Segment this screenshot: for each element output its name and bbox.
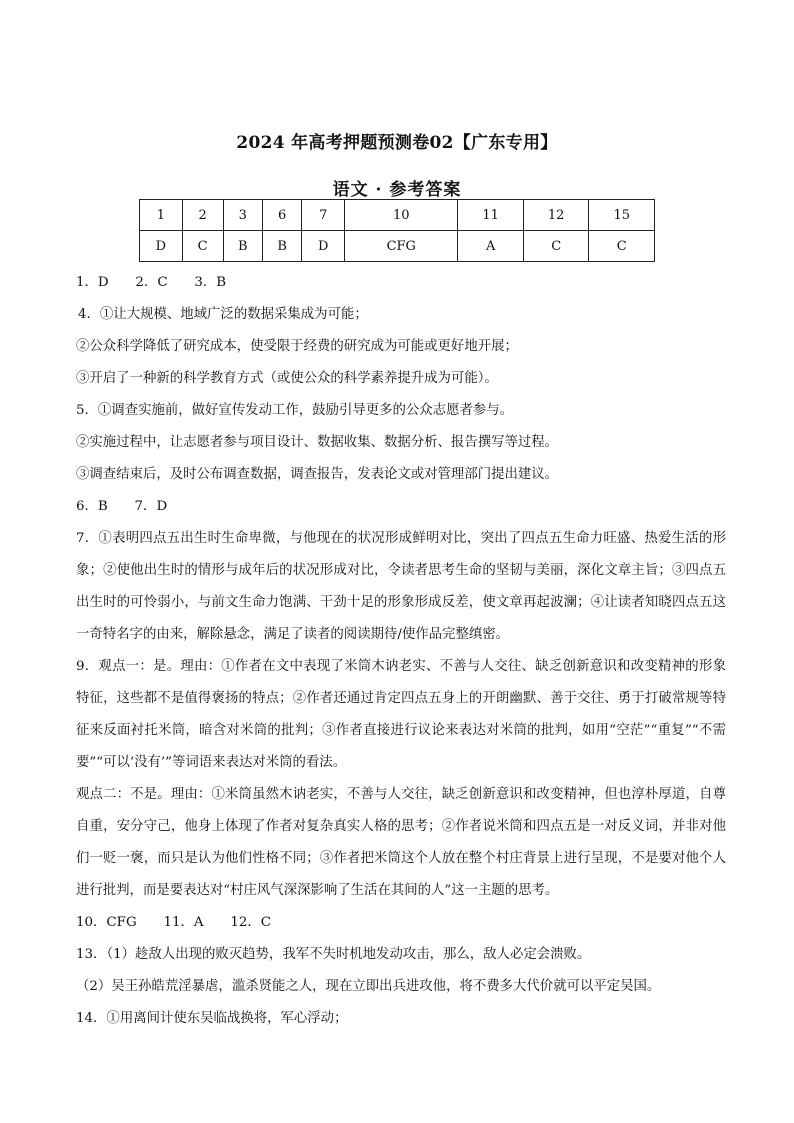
answer-cell: CFG: [345, 231, 458, 262]
answer-cell: B: [223, 231, 262, 262]
answer-cell: A: [458, 231, 524, 262]
question-number-cell: 10: [345, 200, 458, 231]
answer-table-answer-row: [140, 231, 655, 262]
answer-paragraph-9-view-2: 观点二：不是。理由：①米筒虽然木讷老实，不善与人交往，缺乏创新意识和改变精神，但也淳朴厚道，自尊自重，安分守己，他身上体现了作者对复杂真实人格的思考；②作者说米筒和四点五是一对反义词，并非对他们一贬一褒，而只是认为他们性格不同；③作者把米筒这个人放在整个村庄背景上进行呈现，不是要对他个人进行批判，而是要表达对“村庄风气深深影响了生活在其间的人”这一主题的思考。: [76, 787, 726, 898]
answer-line-10-12: 10．CFG 11．A 12．C: [76, 915, 272, 930]
answer-line-4-point-2: ②公众科学降低了研究成本，使受限于经费的研究成为可能或更好地开展；: [76, 339, 518, 354]
answer-cell: C: [589, 231, 655, 262]
answer-line-1-3: 1．D 2．C 3．B: [76, 275, 227, 290]
document-subtitle: 语文 · 参考答案: [332, 180, 462, 200]
question-number-cell: 15: [589, 200, 655, 231]
answer-paragraph-7: 7．①表明四点五出生时生命卑微，与他现在的状况形成鲜明对比，突出了四点五生命力旺盛、热爱生活的形象；②使他出生时的情形与成年后的状况形成对比，令读者思考生命的坚韧与美丽，深化文章主旨；③四点五出生时的可怜弱小，与前文生命力饱满、干劲十足的形象形成反差，使文章再起波澜；④让读者知晓四点五这一奇特名字的由来，解除悬念，满足了读者的阅读期待/使作品完整缜密。: [76, 531, 726, 642]
question-number-cell: 1: [140, 200, 183, 231]
question-number-cell: 2: [182, 200, 223, 231]
question-number-cell: 11: [458, 200, 524, 231]
question-number-cell: 6: [262, 200, 301, 231]
answer-line-14: 14．①用离间计使东吴临战换将，军心浮动；: [76, 1011, 348, 1026]
answer-paragraph-9-view-1: 9．观点一：是。理由：①作者在文中表现了米筒木讷老实、不善与人交往、缺乏创新意识和改变精神的形象特征，这些都不是值得褒扬的特点；②作者还通过肯定四点五身上的开朗幽默、善于交往、勇于打破常规等特征来反面衬托米筒，暗含对米筒的批判；③作者直接进行议论来表达对米筒的批判，如用“空茫”“重复”“不需要”“可以‘没有’”等词语来表达对米筒的看法。: [76, 659, 726, 770]
answer-line-4-point-3: ③开启了一种新的科学教育方式（或使公众的科学素养提升成为可能）。: [76, 371, 498, 386]
answer-line-4: 4．①让大规模、地域广泛的数据采集成为可能；: [78, 307, 368, 322]
answer-line-13-1: 13．（1）趁敌人出现的败灭趋势，我军不失时机地发动攻击，那么，敌人必定会溃败。: [76, 947, 591, 962]
question-number-cell: 7: [302, 200, 345, 231]
document-title: 2024 年高考押题预测卷02【广东专用】: [236, 133, 558, 153]
answer-body: [76, 267, 726, 1035]
answer-line-6-7: 6．B 7．D: [76, 499, 168, 514]
answer-line-5-point-2: ②实施过程中，让志愿者参与项目设计、数据收集、数据分析、报告撰写等过程。: [76, 435, 559, 450]
answer-line-13-2: （2）吴王孙皓荒淫暴虐，滥杀贤能之人，现在立即出兵进攻他，将不费多大代价就可以平定吴国。: [76, 979, 661, 994]
answer-line-5-point-3: ③调查结束后，及时公布调查数据，调查报告，发表论文或对管理部门提出建议。: [76, 467, 559, 482]
answer-cell: D: [140, 231, 183, 262]
answer-cell: D: [302, 231, 345, 262]
question-number-cell: 3: [223, 200, 262, 231]
answer-table: [139, 199, 655, 262]
question-number-cell: 12: [523, 200, 589, 231]
answer-cell: C: [182, 231, 223, 262]
answer-line-5: 5．①调查实施前，做好宣传发动工作，鼓励引导更多的公众志愿者参与。: [76, 403, 514, 418]
answer-cell: B: [262, 231, 301, 262]
answer-table-header-row: [140, 200, 655, 231]
answer-cell: C: [523, 231, 589, 262]
